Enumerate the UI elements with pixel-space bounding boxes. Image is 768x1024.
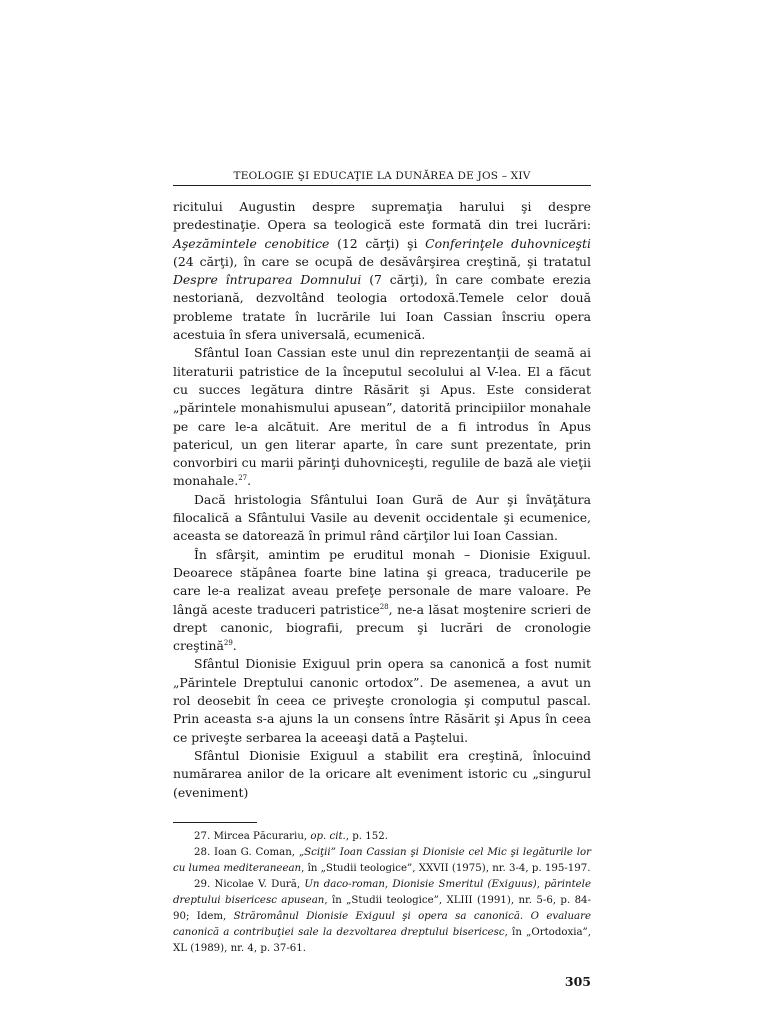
paragraph-6: Sfântul Dionisie Exiguul a stabilit era creştină, înlocuind numărarea anilor de la oricare alt eveniment istoric cu „singurul (eveniment) <box>173 747 591 800</box>
page-number: 305 <box>564 973 591 989</box>
running-header: TEOLOGIE ŞI EDUCAŢIE LA DUNĂREA DE JOS – XIV <box>173 170 591 186</box>
title-despre-intruparea: Despre întruparea Domnului <box>173 272 362 288</box>
title-asezamintele: Aşezămintele cenobitice <box>173 235 330 251</box>
footnote-28: 28. Ioan G. Coman, „Sciţii” Ioan Cassian şi Dionisie cel Mic şi legăturile lor cu lumea mediteraneean, în „Studii teologice”, XXVII (1975), nr. 3-4, p. 195-197. <box>173 846 591 874</box>
paragraph-4: În sfârşit, amintim pe eruditul monah – Dionisie Exiguul. Deoarece stăpânea foarte bine latina şi greaca, traducerile pe care le-a realizat aveau prefeţe personale de mare valoare. Pe lângă aceste traduceri patristice$^{28}$, ne-a lăsat moştenire scrieri de drept canonic, biografii, precum şi lucrări de cronologie creştină$^{29}$. <box>173 546 591 654</box>
book-page <box>173 170 591 989</box>
footnote-ref-28: 28 <box>379 602 389 611</box>
footnote-27: 27. Mircea Păcurariu, op. cit., p. 152. <box>194 830 388 842</box>
paragraph-3: Dacă hristologia Sfântului Ioan Gură de Aur şi învăţătura filocalică a Sfântului Vasile au devenit occidentale şi ecumenice, aceasta se datorează în primul rând cărţilor lui Ioan Cassian. <box>173 491 591 544</box>
footnote-ref-27: 27 <box>238 474 248 483</box>
title-conferintele: Conferinţele duhovniceşti <box>425 235 591 251</box>
footnotes <box>173 829 591 957</box>
footnote-ref-29: 29 <box>223 639 233 647</box>
footnote-divider <box>173 822 257 823</box>
paragraph-1: ricitului Augustin despre supremaţia harului şi despre predestinaţie. Opera sa teologică este formată din trei lucrări: Aşezămintele cenobitice (12 cărţi) şi Conferinţele duhovniceşti (24 cărţi), în care se ocupă de desăvârşirea creştină, şi tratatul Despre întruparea Domnului (7 cărţi), în care combate erezia nestoriană, dezvoltând teologia ortodoxă.Temele celor două probleme tratate în lucrările lui Ioan Cassian înscriu opera acestuia în sfera universală, ecumenică. <box>173 199 591 343</box>
paragraph-5: Sfântul Dionisie Exiguul prin opera sa canonică a fost numit „Părintele Dreptului canonic ortodox”. De asemenea, a avut un rol deosebit în ceea ce priveşte cronologia şi computul pascal. Prin aceasta s-a ajuns la un consens între Răsărit şi Apus în ceea ce priveşte serbarea la aceeaşi dată a Paştelui. <box>173 656 591 745</box>
body-text <box>173 198 591 802</box>
footnote-29: 29. Nicolae V. Dură, Un daco-roman, Dionisie Smeritul (Exiguus), părintele dreptului bisericesc apusean, în „Studii teologice”, XLIII (1991), nr. 5-6, p. 84-90; Idem, Străromânul Dionisie Exiguul şi opera sa canonică. O evaluare canonică a contribuţiei sale la dezvoltarea dreptului bisericesc, în „Ortodoxia”, XL (1989), nr. 4, p. 37-61. <box>173 878 591 954</box>
paragraph-2: Sfântul Ioan Cassian este unul din reprezentanţii de seamă ai literaturii patristice de la începutul secolului al V-lea. El a făcut cu succes legătura dintre Răsărit şi Apus. Este considerat „părintele monahismului apusean”, datorită principiilor monahale pe care le-a alcătuit. Are meritul de a fi introdus în Apus patericul, un gen literar aparte, în care sunt prezentate, prin convorbiri cu marii părinţi duhovniceşti, regulile de bază ale vieţii monahale.$^{27}$. <box>173 345 591 489</box>
